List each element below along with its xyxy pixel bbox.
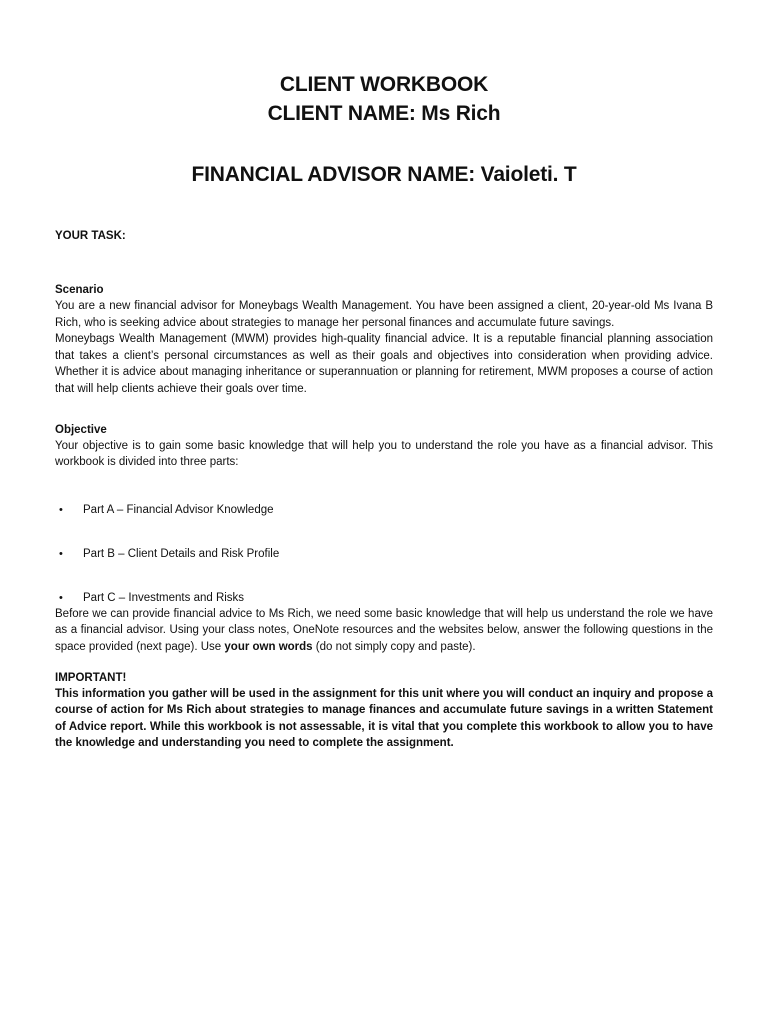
workbook-title: CLIENT WORKBOOK: [279, 73, 489, 96]
scenario-heading: Scenario: [55, 284, 104, 296]
list-item: [55, 546, 713, 562]
scenario-paragraph-2: Moneybags Wealth Management (MWM) provides high-quality financial advice. It is a reputable financial planning association that takes a client’s personal circumstances as well as their goals and objectives into consideration when providing advice. Whether it is advice about managing inheritance or superannuation or planning for retirement, MWM proposes a course of action that will help clients achieve their goals over time.: [55, 333, 713, 395]
part-c-label: Part C – Investments and Risks: [83, 591, 245, 604]
instructions-before: Before we can provide financial advice to Ms Rich, we need some basic knowledge that will help us understand the role we have as a financial advisor. Using your class notes, OneNote resources and the websites below, answer the following questions in the space provided (next page). Use: [55, 607, 713, 653]
task-label: YOUR TASK:: [55, 230, 126, 242]
part-b-label: Part B – Client Details and Risk Profile: [83, 547, 280, 560]
bullet-icon: •: [59, 547, 63, 560]
advisor-name-line: FINANCIAL ADVISOR NAME: Vaioleti. T: [191, 163, 577, 186]
document-page: [55, 70, 713, 752]
scenario-paragraph-1: You are a new financial advisor for Moneybags Wealth Management. You have been assigned a client, 20-year-old Ms Ivana B Rich, who is seeking advice about strategies to manage her personal finances and accumulate future savings.: [55, 300, 713, 329]
part-a-label: Part A – Financial Advisor Knowledge: [83, 503, 274, 516]
important-text: This information you gather will be used in the assignment for this unit where you will conduct an inquiry and propose a course of action for Ms Rich about strategies to manage finances and accumulate future savings in a written Statement of Advice report. While this workbook is not assessable, it is vital that you complete this workbook to allow you to have the knowledge and understanding you need to complete the assignment.: [55, 687, 713, 750]
instructions-after: (do not simply copy and paste).: [312, 640, 476, 653]
objective-heading: Objective: [55, 423, 107, 436]
list-item: [55, 502, 713, 518]
instructions-emphasis: your own words: [224, 640, 313, 653]
objective-paragraph: Your objective is to gain some basic knowledge that will help you to understand the role you have as a financial advisor. This workbook is divided into three parts:: [55, 439, 713, 469]
bullet-icon: •: [59, 503, 63, 516]
list-item: [55, 590, 713, 606]
parts-list: [55, 502, 713, 606]
important-heading: IMPORTANT!: [55, 671, 127, 684]
title-block: [55, 70, 713, 189]
bullet-icon: •: [59, 591, 63, 604]
client-name-line: CLIENT NAME: Ms Rich: [267, 102, 501, 125]
instructions-paragraph: [55, 606, 713, 656]
important-block: [55, 670, 713, 752]
